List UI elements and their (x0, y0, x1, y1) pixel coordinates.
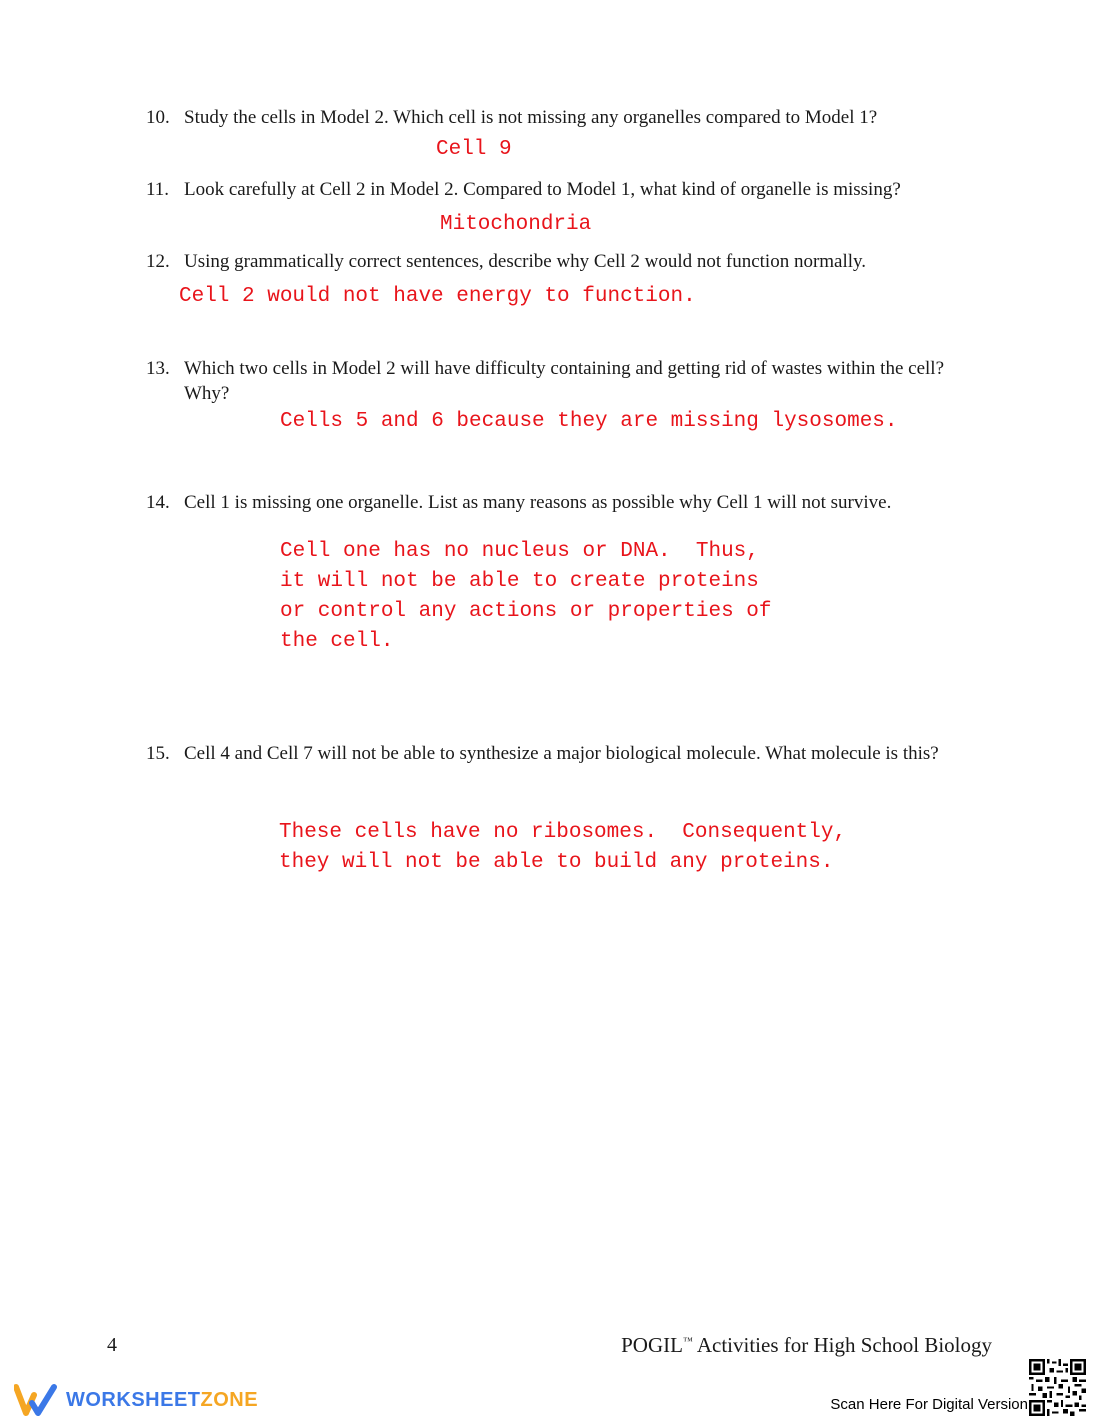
scan-label: Scan Here For Digital Version (830, 1396, 1028, 1413)
question-text: Study the cells in Model 2. Which cell is not missing any organelles compared to Model 1? (184, 107, 878, 128)
book-title (621, 1333, 992, 1358)
question-text: Which two cells in Model 2 will have difficulty containing and getting rid of wastes within the cell? Why? (184, 358, 944, 404)
worksheetzone-logo-icon (14, 1383, 58, 1417)
question-13 (146, 356, 976, 406)
answer-11: Mitochondria (440, 213, 592, 236)
answer-10: Cell 9 (436, 138, 512, 161)
trademark-symbol: ™ (682, 1336, 693, 1347)
question-12 (146, 249, 976, 274)
question-11 (146, 177, 976, 202)
question-number: 13. (146, 358, 170, 379)
question-10 (146, 105, 976, 130)
answer-12: Cell 2 would not have energy to function. (179, 285, 696, 308)
worksheetzone-logo[interactable] (14, 1383, 258, 1417)
answer-14: Cell one has no nucleus or DNA. Thus, it will not be able to create proteins or control any actions or properties of the cell. (280, 540, 772, 653)
question-number: 12. (146, 251, 170, 272)
question-number: 10. (146, 107, 170, 128)
book-title-main: POGIL (621, 1333, 683, 1357)
question-14 (146, 490, 976, 515)
question-15 (146, 741, 976, 766)
qr-code-icon[interactable] (1029, 1359, 1086, 1416)
answer-13: Cells 5 and 6 because they are missing lysosomes. (280, 410, 898, 433)
question-text: Cell 4 and Cell 7 will not be able to synthesize a major biological molecule. What molecule is this? (184, 743, 939, 764)
question-text: Look carefully at Cell 2 in Model 2. Compared to Model 1, what kind of organelle is missing? (184, 179, 901, 200)
page-number: 4 (107, 1334, 117, 1356)
question-text: Using grammatically correct sentences, describe why Cell 2 would not function normally. (184, 251, 867, 272)
answer-15: These cells have no ribosomes. Consequently, they will not be able to build any proteins. (279, 821, 847, 874)
question-text: Cell 1 is missing one organelle. List as many reasons as possible why Cell 1 will not survive. (184, 492, 892, 513)
question-number: 15. (146, 743, 170, 764)
worksheetzone-logo-text: WORKSHEETZONE (66, 1388, 259, 1411)
book-title-subtitle: Activities for High School Biology (692, 1333, 992, 1357)
question-number: 14. (146, 492, 170, 513)
question-number: 11. (146, 179, 170, 200)
